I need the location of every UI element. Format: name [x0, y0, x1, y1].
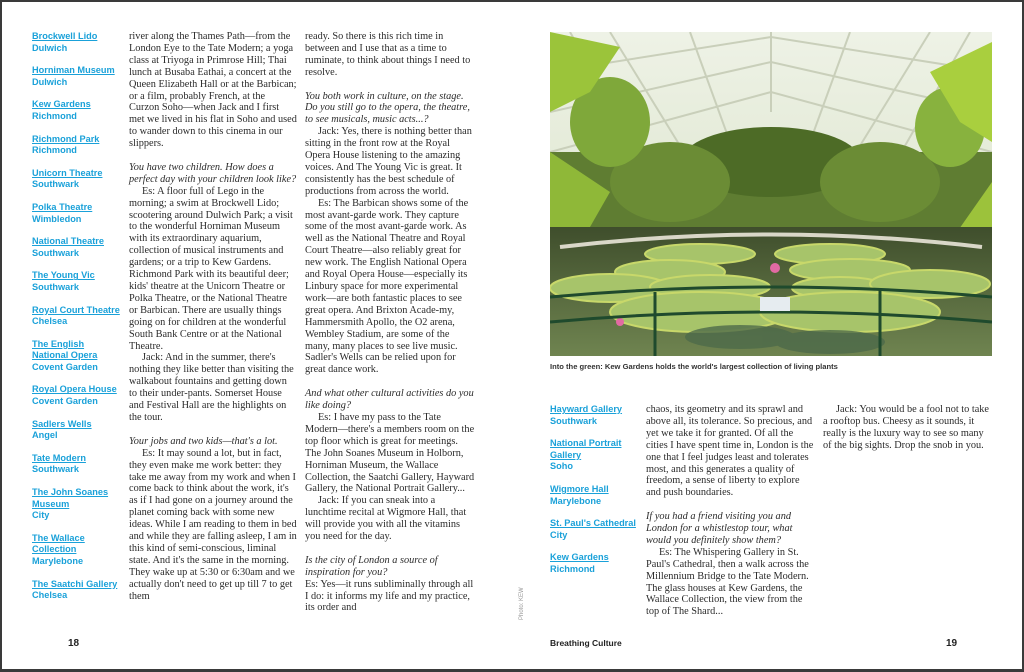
venue-link[interactable]: The Saatchi Gallery — [32, 578, 118, 589]
interview-answer: Jack: And in the summer, there's nothing they like better than visiting the walkabout fountains and getting down to their under-pants. Somerset House and Festival Hall are the highlights on the tour. — [129, 352, 294, 423]
interview-question: If you had a friend visiting you and London for a whistlestop tour, what would you definitely show them? — [646, 511, 793, 546]
venue-entry — [32, 31, 122, 54]
paragraph-gap — [305, 79, 475, 91]
article-column-2 — [305, 31, 475, 614]
venue-entry — [32, 339, 122, 374]
venue-list-right — [550, 404, 642, 587]
venue-link[interactable]: Hayward Gallery — [550, 404, 623, 414]
interview-question: Is the city of London a source of inspiration for you? — [305, 554, 438, 578]
venue-area: Covent Garden — [32, 361, 98, 372]
interview-answer: Es: The Whispering Gallery in St. Paul's Cathedral, then a walk across the Millennium Bridge to the Tate Modern. The glass houses at Kew Gardens, the Wallace Collection, the view from the top of The Shard... — [646, 546, 809, 618]
venue-area: City — [550, 529, 568, 540]
interview-answer: Es: The Barbican shows some of the most avant-garde work. They capture some of the most avant-garde work. As well as the National Theatre and Royal Court Theatre—also reliably great for new work. The English National Opera and Royal Opera House—especially its Linbury space for more experimental work—are both fantastic places to see great opera. And Brixton Acade-my, Hammersmith Apollo, the O2 arena, Wembley Stadium, are some of the many, many places to see live music. Sadler's Wells can be relied upon for great dance work. — [305, 197, 469, 376]
interview-answer: Es: A floor full of Lego in the morning; a swim at Brockwell Lido; scootering around Dulwich Park; a visit to the wonderful Horniman Museum with its extraordinary aquarium, collection of musical instruments and gardens; or a trip to Kew Gardens. Richmond Park with its beautiful deer; kids' theatre at the Unicorn Theatre or Polka Theatre, or the National Theatre or Barbican. There are usually things going on for children at the wonderful South Bank Centre or at the National Theatre. — [129, 185, 293, 352]
venue-area: Southwark — [32, 281, 79, 292]
venue-entry — [32, 419, 122, 442]
page-number-right: 19 — [946, 638, 958, 649]
interview-answer: Jack: You would be a fool not to take a rooftop bus. Cheesy as it sounds, it really is the luxury way to see so many of the big sights. Drop the snob in you. — [823, 404, 990, 451]
venue-link[interactable]: The John Soanes Museum — [32, 487, 109, 509]
venue-link[interactable]: Horniman Museum — [32, 65, 115, 76]
paragraph-gap — [305, 543, 475, 555]
page-border-top — [0, 0, 1024, 2]
venue-link[interactable]: Sadlers Wells — [32, 418, 92, 429]
venue-link[interactable]: National Portrait Gallery — [550, 438, 622, 460]
venue-entry — [32, 533, 122, 568]
interview-question: And what other cultural activities do you like doing? — [305, 388, 474, 412]
paragraph-gap — [129, 424, 297, 436]
venue-link[interactable]: The Young Vic — [32, 270, 95, 281]
page-border-left — [0, 0, 2, 672]
venue-link[interactable]: Kew Gardens — [32, 99, 91, 110]
greenhouse-image — [550, 32, 992, 356]
venue-link[interactable]: Tate Modern — [32, 452, 86, 463]
venue-entry — [32, 270, 122, 293]
venue-link[interactable]: Brockwell Lido — [32, 31, 98, 41]
venue-entry — [32, 202, 122, 225]
venue-link[interactable]: Polka Theatre — [32, 201, 93, 212]
venue-entry — [550, 484, 642, 507]
venue-entry — [32, 305, 122, 328]
venue-entry — [550, 518, 642, 541]
venue-link[interactable]: Kew Gardens — [550, 552, 609, 563]
body-paragraph: chaos, its geometry and its sprawl and above all, its tolerance. So precious, and yet we take it for granted. Of all the cities I have spent time in, London is the one that I feel judges least and tolerates most, and this generates a quality of freedom, a sense of liberty to explore and push boundaries. — [646, 404, 814, 499]
interview-answer: Jack: If you can sneak into a lunchtime recital at Wigmore Hall, that will provide you with all the vitamins you need for the day. — [305, 495, 467, 543]
interview-answer: Jack: Yes, there is nothing better than sitting in the front row at the Royal Opera House listening to the amazing voices. And The Young Vic is great. It consistently has the best schedule of productions from across the world. — [305, 126, 472, 197]
interview-question: Your jobs and two kids—that's a lot. — [129, 435, 278, 447]
venue-link[interactable]: The English National Opera — [32, 338, 98, 361]
paragraph-gap — [129, 150, 297, 162]
venue-area: Dulwich — [32, 42, 68, 53]
venue-area: City — [32, 510, 50, 521]
venue-link[interactable]: Wigmore Hall — [550, 483, 609, 494]
paragraph-gap — [305, 376, 475, 388]
venue-area: Southwark — [32, 179, 79, 190]
venue-entry — [32, 487, 122, 522]
venue-area: Chelsea — [32, 316, 68, 327]
venue-area: Wimbledon — [32, 213, 82, 224]
interview-question: You have two children. How does a perfect day with your children look like? — [129, 161, 297, 185]
paragraph-gap — [646, 499, 816, 511]
venue-area: Richmond — [32, 145, 77, 156]
interview-answer: Es: It may sound a lot, but in fact, they even make me work better: they take me away from my work and when I come back to think about the work, it's as if I had gone on a journey around the planet coming back with some new ideas. While I am reading to them in bed and while they are falling asleep, I am in this kind of semi-conscious, liminal state. And it's the same in the morning. They wake up at 5:30 or 6:30am and we actually don't need to get up till 7 to get them — [129, 447, 297, 602]
venue-entry — [32, 236, 122, 259]
photo-caption: Into the green: Kew Gardens holds the world's largest collection of living plants — [550, 362, 838, 371]
photo-credit: Photo: KEW — [519, 587, 525, 620]
venue-entry — [32, 579, 122, 602]
venue-area: Marylebone — [550, 495, 602, 506]
venue-area: Dulwich — [32, 76, 68, 87]
venue-link[interactable]: Royal Opera House — [32, 384, 117, 395]
kew-gardens-photo — [550, 32, 992, 356]
venue-area: Marylebone — [32, 556, 84, 566]
venue-entry — [550, 404, 642, 427]
venue-area: Richmond — [32, 110, 77, 121]
venue-link[interactable]: National Theatre — [32, 236, 104, 247]
venue-area: Covent Garden — [32, 396, 98, 407]
interview-question: You both work in culture, on the stage. Do you still go to the opera, the theatre, to see musicals, music acts...? — [305, 90, 470, 126]
venue-link[interactable]: Unicorn Theatre — [32, 167, 103, 178]
venue-entry — [550, 438, 642, 473]
venue-area: Southwark — [550, 415, 597, 426]
venue-area: Richmond — [550, 563, 595, 574]
venue-entry — [32, 453, 122, 476]
venue-area: Southwark — [32, 464, 79, 475]
body-paragraph: river along the Thames Path—from the London Eye to the Tate Modern; a yoga class at Triyoga in Primrose Hill; Thai lunch at Busaba Eathai, a concert at the Queen Elizabeth Hall or at the Barbican; or a film, probably French, at the Curzon Soho—when Jack and I first met we lived in his flat in Soho and used to wander down to this cinema in our slippers. — [129, 31, 297, 150]
venue-link[interactable]: Royal Court Theatre — [32, 304, 120, 315]
venue-entry — [32, 384, 122, 407]
venue-area: Southwark — [32, 247, 79, 258]
section-title: Breathing Culture — [550, 638, 622, 648]
venue-area: Soho — [550, 461, 573, 472]
venue-entry — [32, 99, 122, 122]
venue-link[interactable]: Richmond Park — [32, 133, 100, 144]
article-column-3 — [646, 404, 816, 618]
venue-entry — [32, 134, 122, 157]
venue-entry — [550, 552, 642, 575]
article-column-4 — [823, 404, 993, 452]
body-paragraph: ready. So there is this rich time in between and I use that as a time to ruminate, to think about things I need to resolve. — [305, 31, 471, 78]
venue-list-left — [32, 31, 122, 613]
venue-area: Angel — [32, 430, 58, 441]
venue-area: Chelsea — [32, 590, 68, 601]
body-paragraph: Es: Yes—it runs subliminally through all I do: it informs my life and my practice, its order and — [305, 578, 474, 614]
interview-answer: Es: I have my pass to the Tate Modern—there's a members room on the top floor which is great for meetings. The John Soanes Museum in Holborn, Horniman Museum, the Wallace Collection, the Saatchi Gallery, Hayward Gallery, the National Portrait Gallery... — [305, 411, 475, 495]
venue-link[interactable]: The Wallace Collection — [32, 532, 85, 555]
venue-entry — [32, 65, 122, 88]
article-column-1 — [129, 31, 297, 602]
venue-link[interactable]: St. Paul's Cathedral — [550, 518, 636, 529]
venue-entry — [32, 168, 122, 191]
page-number-left: 18 — [68, 638, 80, 649]
